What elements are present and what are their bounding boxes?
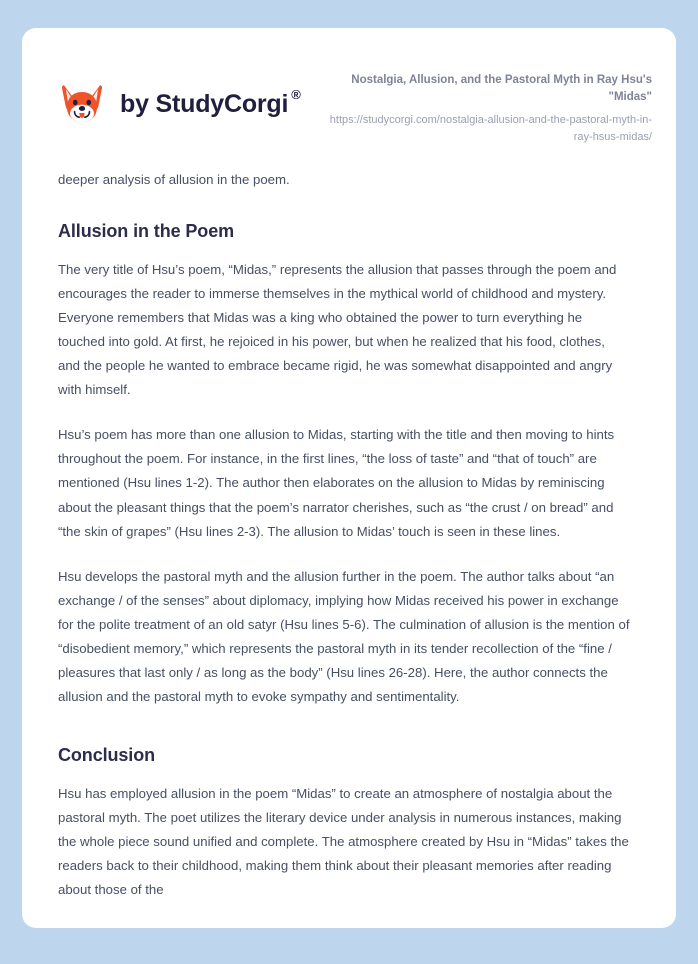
corgi-head-icon bbox=[58, 80, 106, 128]
lead-fragment-paragraph: deeper analysis of allusion in the poem. bbox=[58, 172, 290, 188]
paragraph: Hsu has employed allusion in the poem “Midas” to create an atmosphere of nostalgia about the pastoral myth. The poet utilizes the literary device under analysis in numerous instances, making the whole piece sound unified and complete. The atmosphere created by Hsu in “Midas” takes the readers back to their childhood, making them think about their pleasant memories after reading about those of the bbox=[58, 785, 629, 897]
document-page bbox=[22, 28, 676, 928]
brand-wordmark bbox=[120, 86, 301, 118]
document-header bbox=[22, 28, 676, 145]
section-heading-conclusion: Conclusion bbox=[58, 744, 155, 765]
section-heading-allusion: Allusion in the Poem bbox=[58, 221, 235, 242]
paragraph: Hsu’s poem has more than one allusion to Midas, starting with the title and then moving to hints throughout the poem. For instance, in the first lines, “the loss of taste” and “that of touch” are mentioned (Hsu lines 1-2). The author then elaborates on the allusion to Midas by reminiscing about the pleasant things that the poem’s narrator cherishes, such as “the crust / on bread” and “the skin of grapes” (Hsu lines 2-3). The allusion to Midas’ touch is seen in these lines. bbox=[58, 427, 615, 539]
header-body-spacer bbox=[22, 145, 676, 168]
document-meta bbox=[317, 68, 652, 145]
paragraph: Hsu develops the pastoral myth and the allusion further in the poem. The author talks about “an exchange / of the senses” about diplomacy, implying how Midas received his power in exchange for the polite treatment of an old satyr (Hsu lines 5-6). The culmination of allusion is the mention of “disobedient memory,” which represents the pastoral myth in its tender recollection of the “fine / pleasures that last only / as long as the body” (Hsu lines 26-28). Here, the author connects the allusion and the pastoral myth to evoke sympathy and sentimentality. bbox=[58, 568, 630, 704]
studycorgi-brand bbox=[58, 68, 301, 128]
article-body bbox=[22, 168, 676, 901]
document-title: Nostalgia, Allusion, and the Pastoral Myth in Ray Hsu's "Midas" bbox=[351, 74, 652, 103]
document-source-url: https://studycorgi.com/nostalgia-allusion-and-the-pastoral-myth-in-ray-hsus-midas/ bbox=[329, 114, 652, 143]
paragraph: The very title of Hsu’s poem, “Midas,” represents the allusion that passes through the poem and encourages the reader to immerse themselves in the mythical world of childhood and mystery. Everyone remembers that Midas was a king who obtained the power to turn everything he touched into gold. At first, he rejoiced in his power, but when he realized that his food, clothes, and the people he wanted to embrace became rigid, he was somewhat disappointed and angry with himself. bbox=[58, 262, 617, 398]
registered-trademark-icon: ® bbox=[291, 86, 301, 102]
brand-wordmark-text: by StudyCorgi bbox=[120, 89, 289, 118]
